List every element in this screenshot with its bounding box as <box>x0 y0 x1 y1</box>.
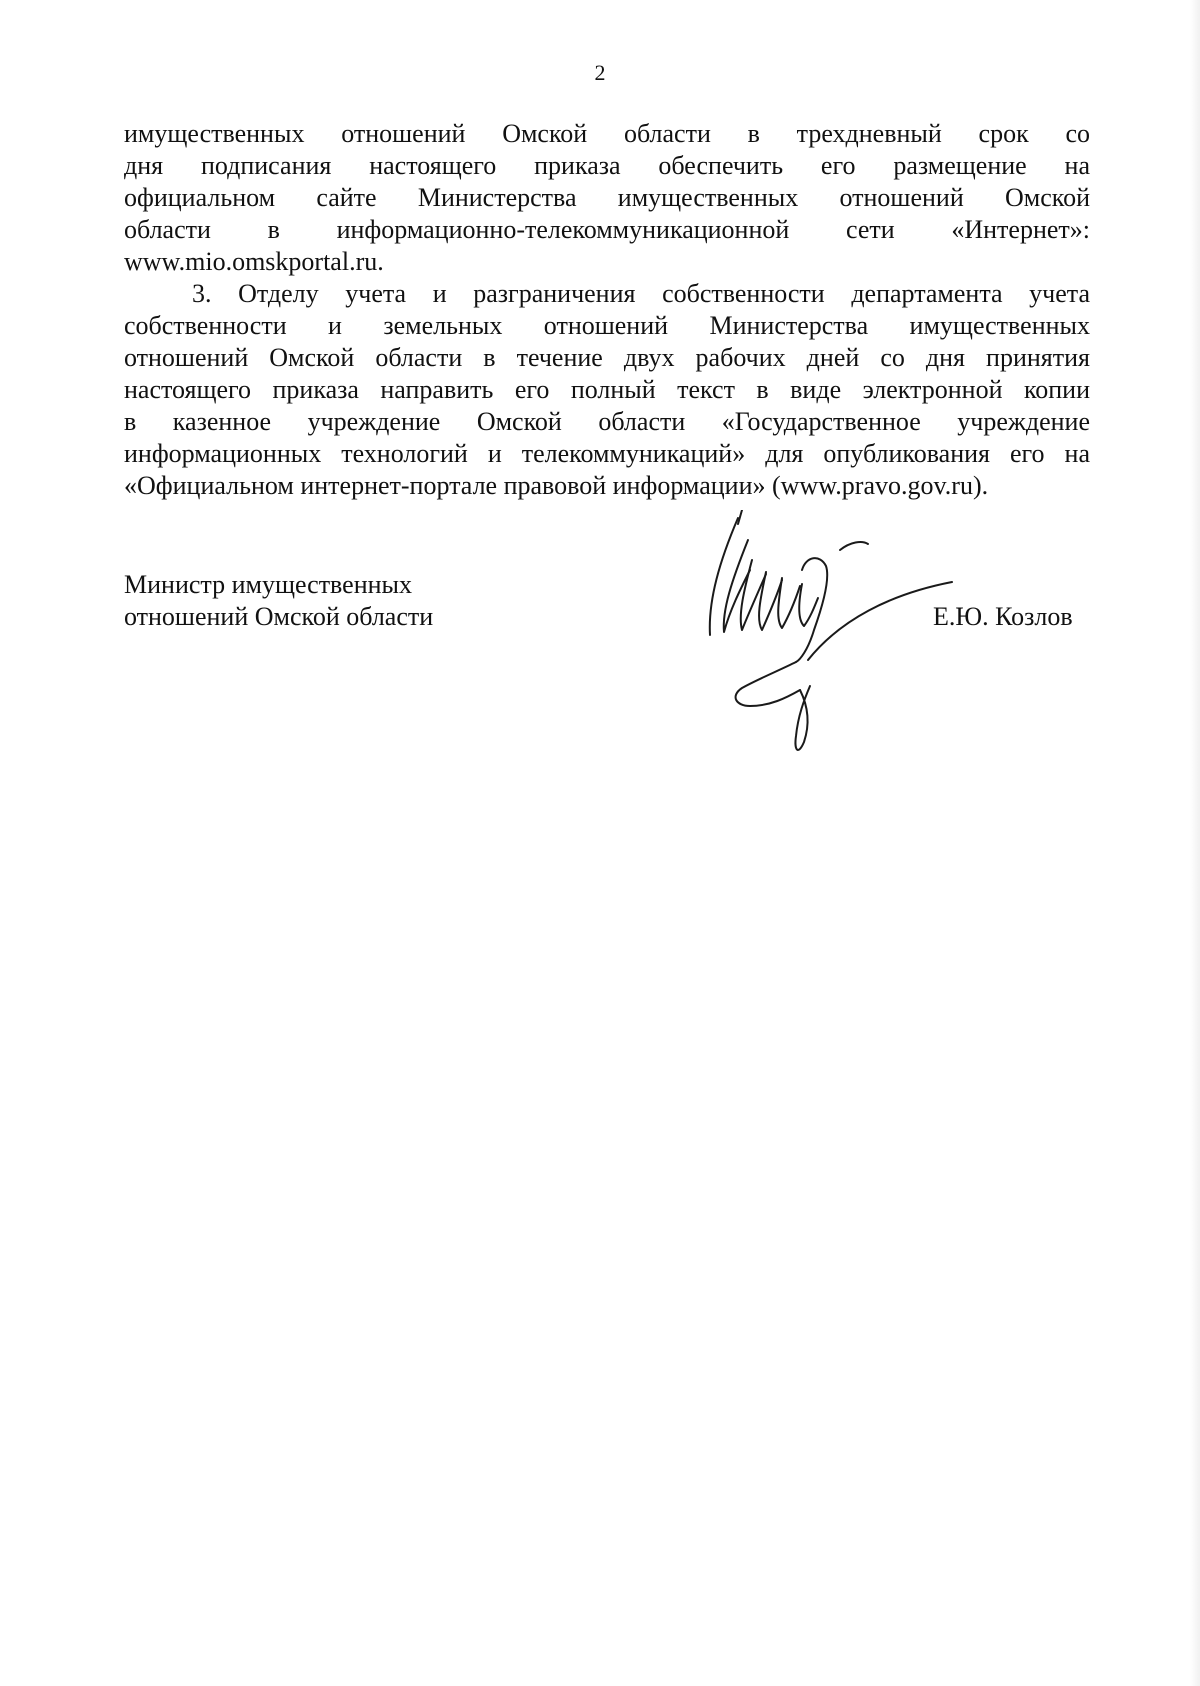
text-line: официальном сайте Министерства имущественных отношений Омской <box>124 183 1090 212</box>
scan-edge <box>1190 0 1200 1686</box>
text-line: дня подписания настоящего приказа обеспечить его размещение на <box>124 151 1090 180</box>
page-number: 2 <box>594 60 606 85</box>
signer-position-line: отношений Омской области <box>124 602 434 631</box>
text-line: в казенное учреждение Омской области «Государственное учреждение <box>124 407 1090 436</box>
text-line: информационных технологий и телекоммуникаций» для опубликования его на <box>124 439 1090 468</box>
text-line: 3. Отделу учета и разграничения собственности департамента учета <box>192 279 1090 308</box>
text-line: настоящего приказа направить его полный текст в виде электронной копии <box>124 375 1090 404</box>
paragraph-item-2-continuation <box>124 118 1090 278</box>
paragraph-item-3 <box>124 278 1090 502</box>
text-line: собственности и земельных отношений Министерства имущественных <box>124 311 1090 340</box>
text-line: имущественных отношений Омской области в трехдневный срок со <box>124 119 1090 148</box>
document-body <box>124 118 1090 502</box>
signer-position-line: Министр имущественных <box>124 570 413 599</box>
website-link: www.mio.omskportal.ru. <box>124 247 384 276</box>
text-line: отношений Омской области в течение двух рабочих дней со дня принятия <box>124 343 1090 372</box>
signer-position <box>124 569 433 633</box>
signer-name: Е.Ю. Козлов <box>933 602 1073 631</box>
handwritten-signature <box>690 510 970 760</box>
text-line: «Официальном интернет-портале правовой информации» (www.pravo.gov.ru). <box>124 471 989 500</box>
text-line: области в информационно-телекоммуникационной сети «Интернет»: <box>124 215 1090 244</box>
